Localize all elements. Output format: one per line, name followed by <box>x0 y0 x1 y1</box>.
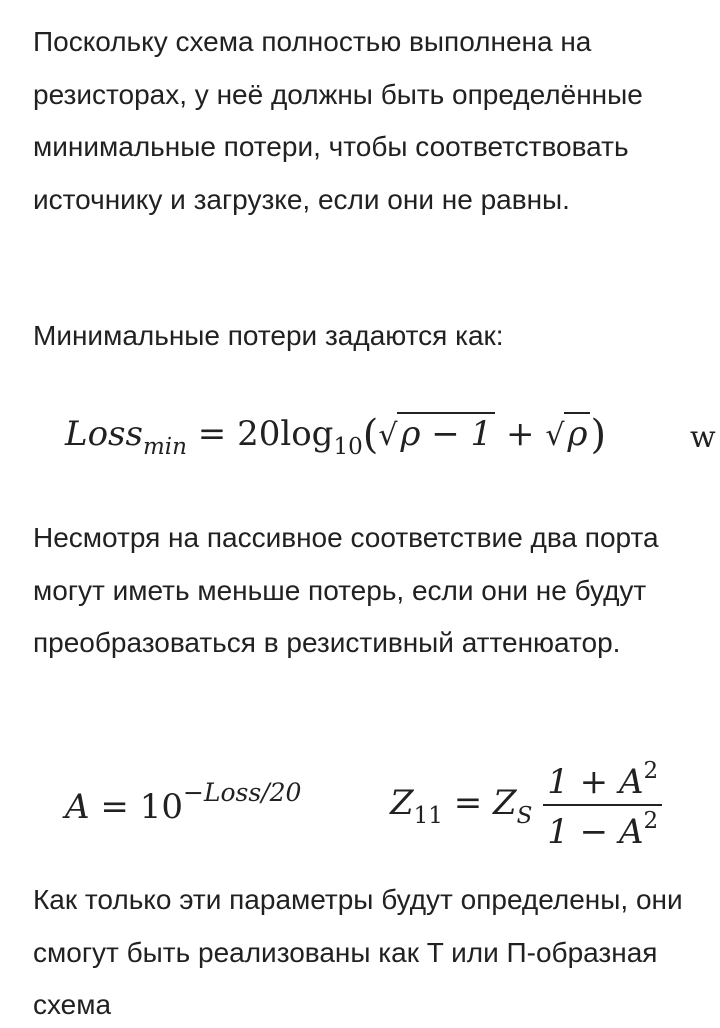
log-base: 10 <box>333 434 363 460</box>
passive-match-paragraph: Несмотря на пассивное соответствие два порта могут иметь меньше потерь, если они не будут преобразоваться в резистивный аттенюатор. <box>33 522 659 658</box>
a-symbol: A <box>65 787 90 827</box>
loss-symbol: Loss <box>65 414 143 454</box>
log-function: log <box>280 414 334 454</box>
impedance-fraction <box>543 758 662 852</box>
exponent: −Loss/20 <box>182 778 302 807</box>
zs-symbol: Z <box>493 783 517 823</box>
z11-subscript: 11 <box>413 803 443 829</box>
closing-paragraph: Как только эти параметры будут определены, они смогут быть реализованы как T или П-образная схема <box>33 884 683 1020</box>
radicand-rho: ρ <box>564 412 590 454</box>
min-loss-intro: Минимальные потери задаются как: <box>33 320 504 351</box>
left-paren: ( <box>362 412 379 458</box>
sqrt-symbol-1: √ <box>378 418 398 453</box>
min-loss-formula <box>65 412 606 460</box>
a-formula <box>65 778 301 827</box>
fraction-numerator: $1 + A^2$ <box>543 758 662 806</box>
equals-sign: = <box>100 787 129 827</box>
base-ten: 10 <box>139 787 183 827</box>
min-subscript: min <box>142 434 187 460</box>
equals-sign: = <box>453 783 483 823</box>
truncated-formula-text: w <box>690 420 716 455</box>
zs-subscript: S <box>516 803 533 829</box>
z11-symbol: Z <box>390 783 414 823</box>
plus-sign: + <box>506 414 535 454</box>
right-paren: ) <box>590 412 607 458</box>
fraction-denominator: $1 - A^2$ <box>547 808 659 852</box>
z11-formula <box>390 758 662 852</box>
equals-sign: = <box>197 414 227 454</box>
coefficient: 20 <box>237 414 281 454</box>
intro-paragraph: Поскольку схема полностью выполнена на резисторах, у неё должны быть определённые минимальные потери, чтобы соответствовать источнику и загрузке, если они не равны. <box>33 26 643 215</box>
radicand-rho-minus-one: ρ − 1 <box>397 412 495 454</box>
sqrt-symbol-2: √ <box>545 418 565 453</box>
